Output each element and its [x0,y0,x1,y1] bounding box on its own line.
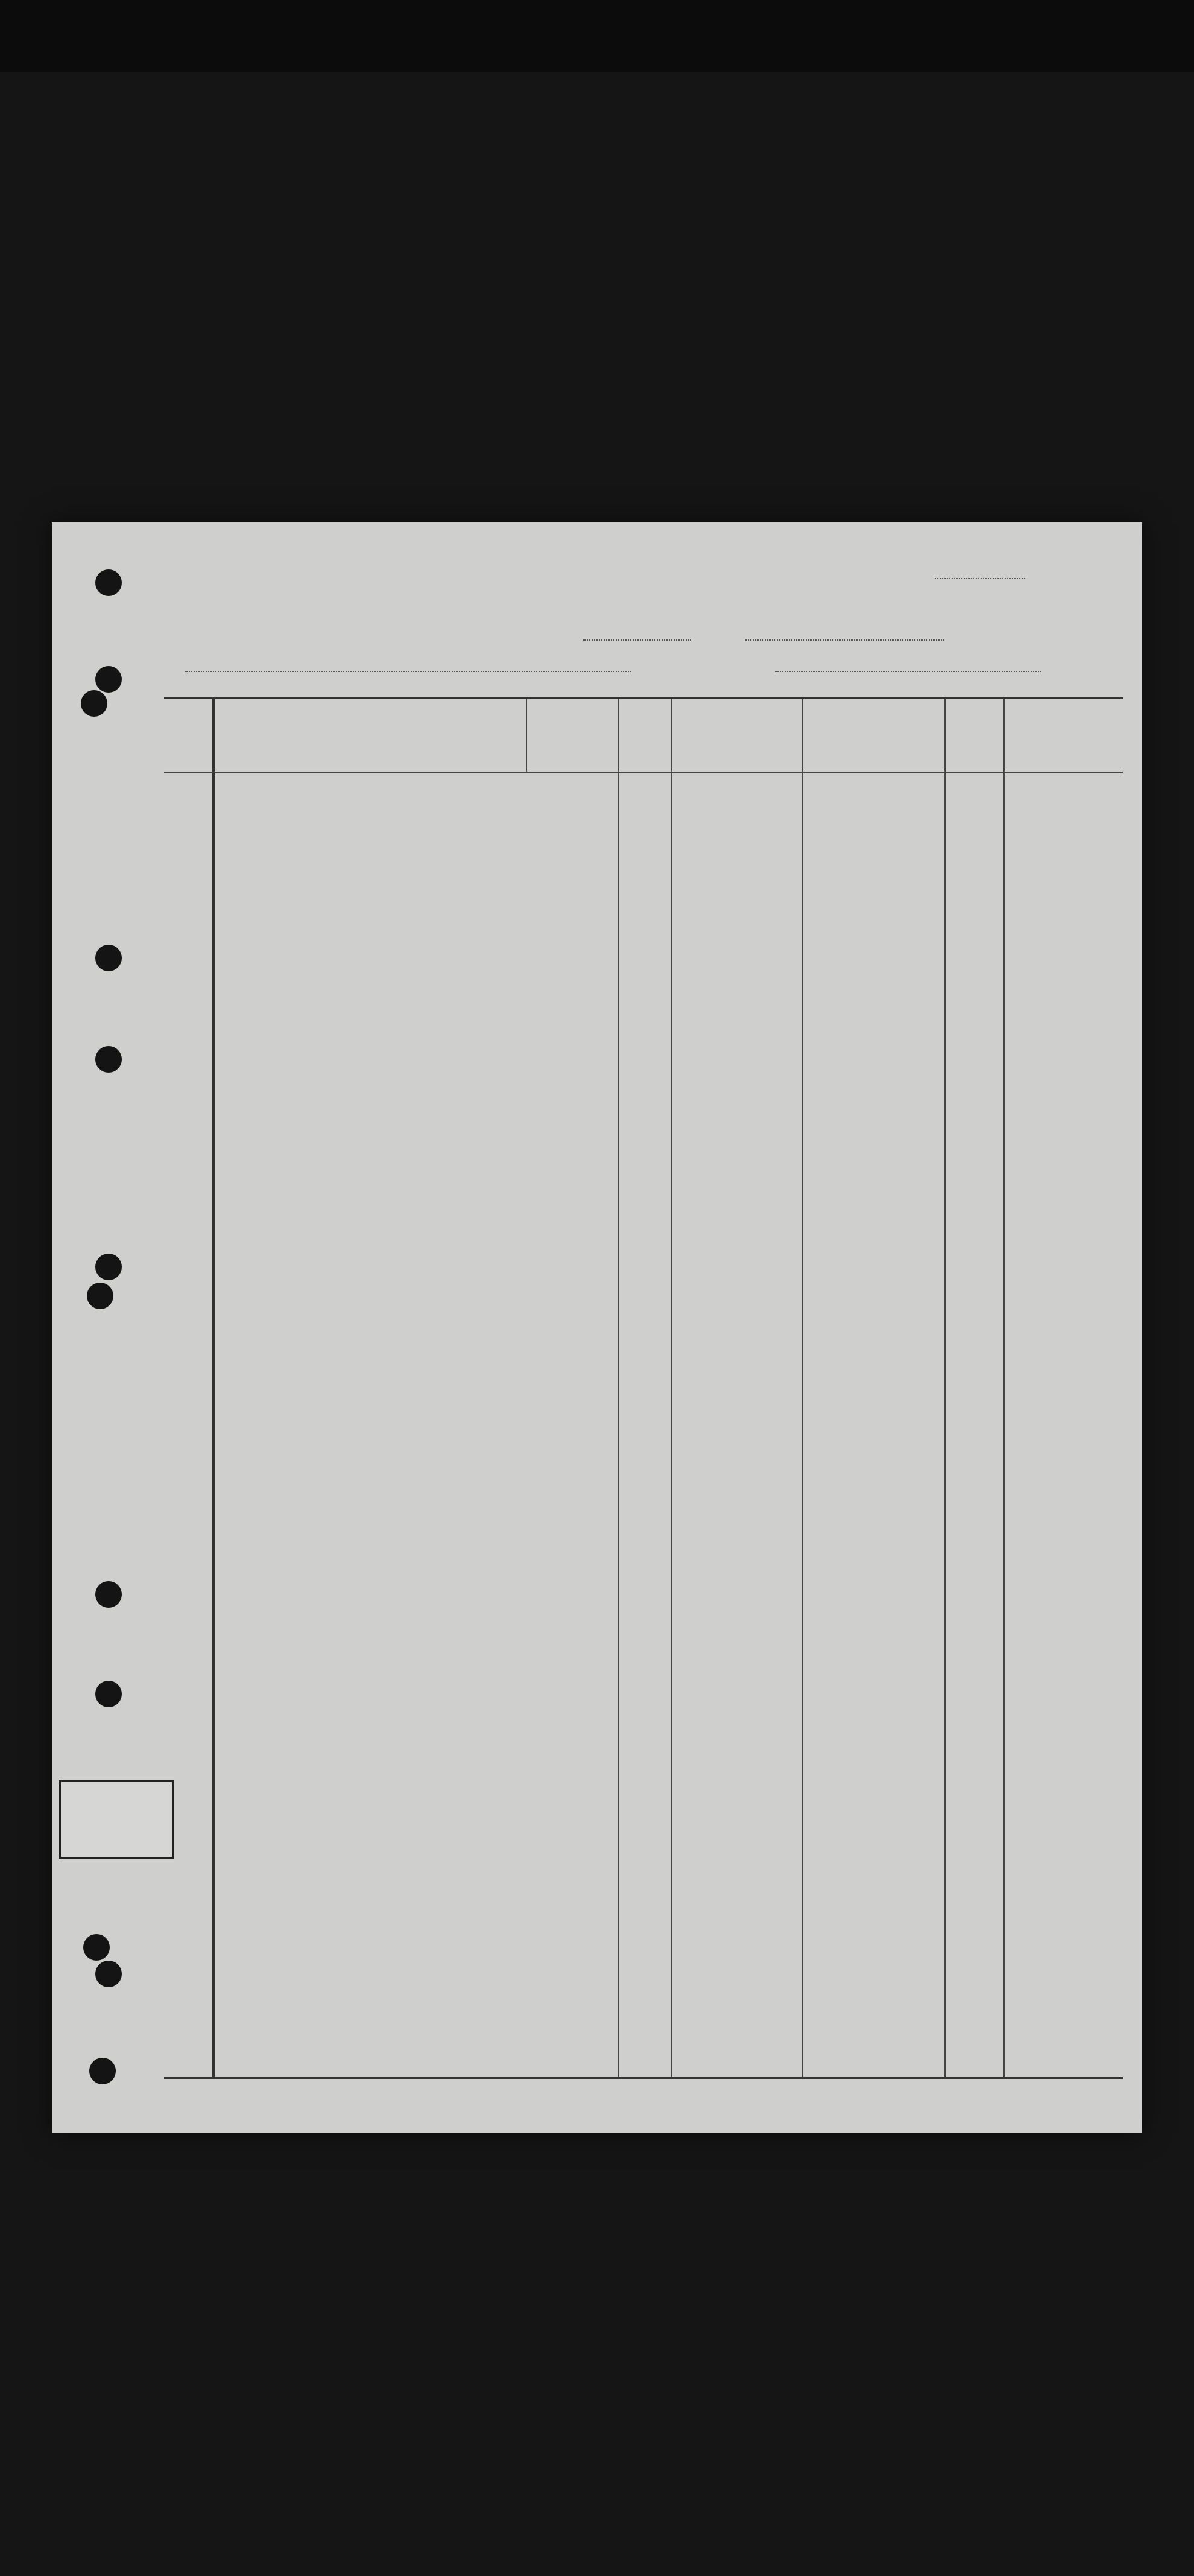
punch-hole [95,569,122,596]
punch-hole [95,666,122,693]
punch-hole [95,1681,122,1707]
punch-hole [95,1046,122,1073]
punch-hole [95,1581,122,1608]
manifest-sheet [52,522,1142,2133]
punch-hole [83,1934,110,1961]
summary-box [59,1780,174,1859]
punch-hole [95,1254,122,1280]
punch-hole [95,1961,122,1987]
film-edge-text [0,29,1194,71]
punch-hole [95,945,122,971]
manifest-table [164,697,1123,2079]
punch-hole [87,1283,113,1309]
punch-hole [89,2058,116,2084]
punch-hole [81,690,107,717]
